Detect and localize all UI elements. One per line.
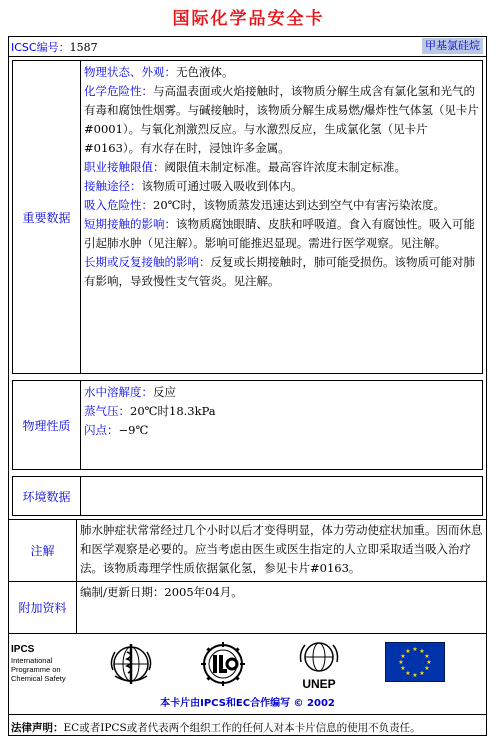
ipcs-line-1: International bbox=[11, 656, 53, 665]
legal-key: 法律声明： bbox=[11, 722, 64, 734]
who-emblem-icon bbox=[107, 640, 155, 688]
ilo-emblem-icon bbox=[199, 640, 247, 688]
svg-text:★: ★ bbox=[412, 646, 418, 653]
svg-text:★: ★ bbox=[424, 653, 430, 660]
physical-properties-row bbox=[9, 377, 486, 473]
icsc-id bbox=[11, 39, 98, 55]
legal-disclaimer bbox=[11, 720, 421, 735]
eu-flag-icon bbox=[385, 642, 445, 682]
environment-content bbox=[81, 477, 482, 515]
svg-text:★: ★ bbox=[398, 659, 404, 666]
card-header bbox=[9, 37, 486, 57]
item-appearance: 物理状态、外观：无色液体。 bbox=[84, 65, 234, 79]
legal-text: EC或者IPCS或者代表两个组织工作的任何人对本卡片信息的使用不负责任。 bbox=[63, 722, 421, 734]
physical-properties-content bbox=[81, 381, 482, 469]
additional-info-label: 附加资料 bbox=[9, 581, 77, 633]
physical-properties-label: 物理性质 bbox=[13, 381, 81, 469]
footer-logos bbox=[9, 633, 486, 715]
ipcs-line-2: Programme on bbox=[11, 665, 61, 674]
environment-label: 环境数据 bbox=[13, 477, 81, 515]
svg-text:★: ★ bbox=[400, 665, 406, 672]
icsc-label: ICSC编号： bbox=[11, 41, 70, 54]
physical-properties-box bbox=[12, 380, 483, 470]
item-short-term-effects: 短期接触的影响：该物质腐蚀眼睛、皮肤和呼吸道。食入有腐蚀性。吸入可能引起肺水肿（见注解）。影响可能推迟显现。需进行医学观察。见注解。 bbox=[84, 217, 475, 250]
svg-text:★: ★ bbox=[426, 659, 432, 666]
chemical-name: 甲基氯硅烷 bbox=[422, 38, 483, 54]
svg-text:★: ★ bbox=[412, 672, 418, 679]
environment-box bbox=[12, 476, 483, 516]
additional-info-content: 编制/更新日期：2005年04月。 bbox=[80, 585, 243, 599]
unep-label: UNEP bbox=[302, 677, 336, 691]
important-data-label: 重要数据 bbox=[13, 61, 81, 373]
item-flash-point: 闪点：−9℃ bbox=[84, 423, 149, 437]
svg-text:★: ★ bbox=[424, 665, 430, 672]
environment-row bbox=[9, 473, 486, 519]
notes-content: 肺水肿症状常常经过几个小时以后才变得明显，体力劳动使症状加重。因而休息和医学观察是必要的。应当考虑由医生或医生指定的人立即采取适当吸入治疗法。该物质毒理学性质依据氯化氢，参见卡片#0163。 bbox=[80, 523, 483, 575]
notes-label: 注解 bbox=[9, 519, 77, 581]
svg-text:★: ★ bbox=[405, 648, 411, 655]
svg-text:★: ★ bbox=[400, 653, 406, 660]
svg-text:★: ★ bbox=[419, 670, 425, 677]
important-data-content bbox=[81, 61, 482, 373]
item-long-term-effects: 长期或反复接触的影响：反复或长期接触时，肺可能受损伤。该物质可能对肺有影响，导致慢性支气管炎。见注解。 bbox=[84, 255, 475, 288]
ipcs-text-logo bbox=[11, 644, 66, 683]
item-exposure-routes: 接触途径：该物质可通过吸入吸收到体内。 bbox=[84, 179, 303, 193]
credit-line: 本卡片由IPCS和EC合作编写 © 2002 bbox=[160, 698, 335, 709]
icsc-number: 1587 bbox=[69, 41, 98, 54]
unep-logo bbox=[292, 640, 346, 690]
item-exposure-limits: 职业接触限值：阈限值未制定标准。最高容许浓度未制定标准。 bbox=[84, 160, 406, 174]
notes-row bbox=[9, 519, 486, 581]
item-chemical-hazards: 化学危险性：与高温表面或火焰接触时，该物质分解生成含有氯化氢和光气的有毒和腐蚀性烟雾。与碱接触时，该物质分解生成易燃/爆炸性气体氢（见卡片#0001）。与氧化剂激烈反应。与水激烈反应，生成氯化氢（见卡片#0163）。有水存在时，浸蚀许多金属。 bbox=[84, 84, 479, 155]
important-data-box bbox=[12, 60, 483, 374]
additional-info-row bbox=[9, 581, 486, 633]
chemical-safety-card bbox=[8, 36, 487, 736]
svg-text:★: ★ bbox=[419, 648, 425, 655]
important-data-row bbox=[9, 57, 486, 377]
item-inhalation-risk: 吸入危险性：20℃时，该物质蒸发迅速达到达到空气中有害污染浓度。 bbox=[84, 198, 445, 212]
item-solubility: 水中溶解度：反应 bbox=[84, 385, 176, 399]
card-title: 国际化学品安全卡 bbox=[172, 9, 325, 29]
ipcs-title: IPCS bbox=[11, 644, 35, 655]
item-vapour-pressure: 蒸气压：20℃时18.3kPa bbox=[84, 404, 216, 418]
svg-text:★: ★ bbox=[405, 670, 411, 677]
ipcs-line-3: Chemical Safety bbox=[11, 674, 66, 683]
unep-globe-icon bbox=[297, 640, 341, 674]
